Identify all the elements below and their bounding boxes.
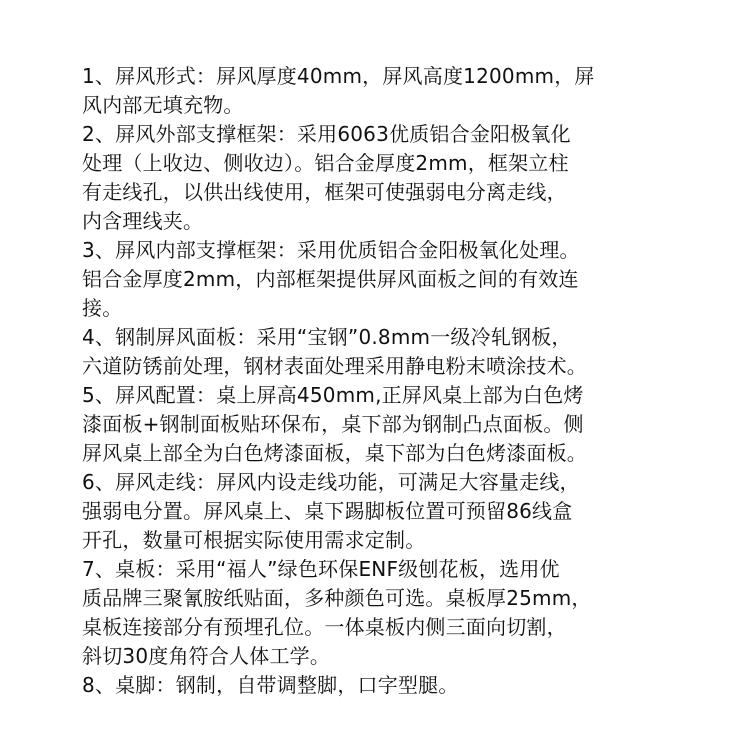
spec-item-line: 屏风桌上部全为白色烤漆面板，桌下部为白色烤漆面板。 [82,441,587,465]
spec-item-1 [82,62,682,120]
spec-item-line: 7、桌板：采用“福人”绿色环保ENF级刨花板，选用优 [82,557,560,581]
spec-item-line: 2、屏风外部支撑框架：采用6063优质铝合金阳极氧化 [82,122,571,146]
spec-item-line: 有走线孔，以供出线使用，框架可使强弱电分离走线， [82,180,567,204]
spec-item-line: 斜切30度角符合人体工学。 [82,644,331,668]
spec-item-8 [82,671,682,700]
spec-list [82,62,682,700]
spec-item-line: 铝合金厚度2mm，内部框架提供屏风面板之间的有效连 [82,267,579,291]
spec-item-line: 桌板连接部分有预埋孔位。一体桌板内侧三面向切割， [82,615,567,639]
spec-item-5 [82,381,682,468]
spec-item-line: 接。 [82,296,123,320]
spec-item-line: 1、屏风形式：屏风厚度40mm，屏风高度1200mm，屏 [82,64,595,88]
spec-item-2 [82,120,682,236]
spec-item-line: 处理（上收边、侧收边）。铝合金厚度2mm，框架立柱 [82,151,569,175]
spec-item-line: 质品牌三聚氰胺纸贴面，多种颜色可选。桌板厚25mm， [82,586,592,610]
spec-item-line: 5、屏风配置：桌上屏高450mm,正屏风桌上部为白色烤 [82,383,584,407]
spec-item-3 [82,236,682,323]
spec-item-7 [82,555,682,671]
spec-item-6 [82,468,682,555]
spec-item-line: 开孔，数量可根据实际使用需求定制。 [82,528,426,552]
spec-item-line: 3、屏风内部支撑框架：采用优质铝合金阳极氧化处理。 [82,238,580,262]
spec-item-4 [82,323,682,381]
spec-item-line: 4、钢制屏风面板：采用“宝钢”0.8mm一级冷轧钢板， [82,325,572,349]
spec-item-line: 风内部无填充物。 [82,93,244,117]
spec-item-line: 6、屏风走线：屏风内设走线功能，可满足大容量走线， [82,470,580,494]
spec-item-line: 六道防锈前处理，钢材表面处理采用静电粉末喷涂技术。 [82,354,587,378]
spec-item-line: 内含理线夹。 [82,209,204,233]
spec-item-line: 8、桌脚：钢制，自带调整脚，口字型腿。 [82,673,459,697]
spec-item-line: 强弱电分置。屏风桌上、桌下踢脚板位置可预留86线盒 [82,499,573,523]
spec-item-line: 漆面板+钢制面板贴环保布，桌下部为钢制凸点面板。侧 [82,412,584,436]
